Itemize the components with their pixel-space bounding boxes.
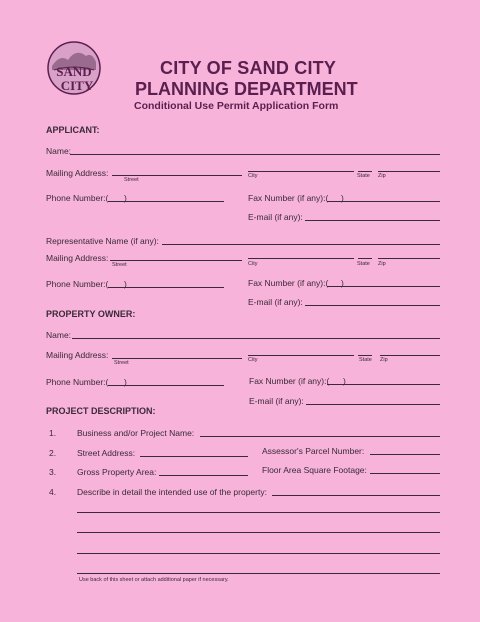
title-department: PLANNING DEPARTMENT — [135, 79, 358, 99]
street-address-field[interactable] — [140, 456, 248, 457]
owner-street-field[interactable] — [112, 358, 242, 359]
owner-fax-label: Fax Number (if any):( — [249, 376, 330, 386]
apn-label: Assessor's Parcel Number: — [262, 446, 365, 456]
gross-area-field[interactable] — [159, 475, 248, 476]
owner-email-field[interactable] — [306, 404, 440, 405]
rep-phone-close: ) — [124, 279, 127, 289]
rep-zip-field[interactable] — [378, 258, 440, 259]
applicant-street-caption: Street — [124, 177, 139, 183]
item-4-number: 4. — [49, 487, 57, 497]
rep-city-caption: City — [248, 261, 258, 267]
title-city: CITY OF SAND CITY — [160, 58, 337, 78]
applicant-email-field[interactable] — [305, 220, 440, 221]
apn-field[interactable] — [370, 454, 440, 455]
logo-top-text: SAND — [56, 64, 92, 79]
rep-street-field[interactable] — [110, 260, 242, 261]
applicant-name-field[interactable] — [70, 154, 440, 155]
description-line-1[interactable] — [77, 512, 440, 513]
applicant-city-field[interactable] — [248, 171, 354, 172]
owner-name-label: Name: — [46, 330, 72, 340]
item-3-number: 3. — [49, 467, 57, 477]
project-name-label: Business and/or Project Name: — [77, 428, 195, 438]
logo-bottom-text: CITY — [60, 78, 94, 93]
owner-heading: PROPERTY OWNER: — [46, 309, 136, 319]
owner-fax-close: ) — [343, 376, 346, 386]
floor-area-field[interactable] — [370, 473, 440, 474]
rep-fax-label: Fax Number (if any):( — [248, 278, 329, 288]
rep-state-caption: State — [357, 261, 370, 267]
applicant-fax-close: ) — [341, 193, 344, 203]
owner-phone-label: Phone Number:( — [46, 377, 109, 387]
street-address-label: Street Address: — [77, 448, 136, 458]
intended-use-field[interactable] — [272, 495, 440, 496]
applicant-state-caption: State — [357, 173, 370, 179]
rep-state-field[interactable] — [358, 258, 372, 259]
owner-mailing-label: Mailing Address: — [46, 350, 109, 360]
applicant-name-label: Name: — [46, 146, 72, 156]
owner-zip-field[interactable] — [380, 355, 440, 356]
owner-zip-caption: Zip — [380, 357, 388, 363]
rep-email-field[interactable] — [305, 305, 440, 306]
owner-city-field[interactable] — [248, 355, 354, 356]
applicant-zip-field[interactable] — [378, 171, 440, 172]
owner-state-caption: State — [359, 357, 372, 363]
owner-city-caption: City — [248, 357, 258, 363]
rep-zip-caption: Zip — [378, 261, 386, 267]
applicant-zip-caption: Zip — [378, 173, 386, 179]
applicant-phone-close: ) — [124, 193, 127, 203]
rep-city-field[interactable] — [248, 258, 354, 259]
owner-name-field[interactable] — [72, 338, 440, 339]
owner-state-field[interactable] — [358, 355, 372, 356]
rep-name-label: Representative Name (if any): — [46, 236, 159, 246]
floor-area-label: Floor Area Square Footage: — [262, 465, 367, 475]
owner-email-label: E-mail (if any): — [249, 396, 304, 406]
applicant-phone-label: Phone Number:( — [46, 193, 109, 203]
applicant-email-label: E-mail (if any): — [248, 212, 303, 222]
gross-area-label: Gross Property Area: — [77, 467, 157, 477]
applicant-street-field[interactable] — [112, 175, 242, 176]
rep-street-caption: Street — [112, 262, 127, 268]
owner-street-caption: Street — [114, 360, 129, 366]
item-1-number: 1. — [49, 428, 57, 438]
intended-use-label: Describe in detail the intended use of the property: — [77, 487, 267, 497]
title-form: Conditional Use Permit Application Form — [134, 100, 339, 112]
project-name-field[interactable] — [200, 436, 440, 437]
rep-mailing-label: Mailing Address: — [46, 253, 109, 263]
applicant-heading: APPLICANT: — [46, 125, 100, 135]
applicant-fax-label: Fax Number (if any):( — [248, 193, 329, 203]
project-heading: PROJECT DESCRIPTION: — [46, 406, 156, 416]
description-line-3[interactable] — [77, 553, 440, 554]
description-line-4[interactable] — [77, 573, 440, 574]
description-line-2[interactable] — [77, 532, 440, 533]
rep-fax-close: ) — [341, 278, 344, 288]
footnote: Use back of this sheet or attach additional paper if necessary. — [79, 577, 229, 583]
owner-phone-close: ) — [124, 377, 127, 387]
applicant-mailing-label: Mailing Address: — [46, 168, 109, 178]
item-2-number: 2. — [49, 448, 57, 458]
rep-email-label: E-mail (if any): — [248, 297, 303, 307]
applicant-city-caption: City — [248, 173, 258, 179]
rep-phone-label: Phone Number:( — [46, 279, 109, 289]
sand-city-logo — [46, 40, 102, 96]
rep-name-field[interactable] — [162, 244, 440, 245]
applicant-state-field[interactable] — [358, 171, 372, 172]
